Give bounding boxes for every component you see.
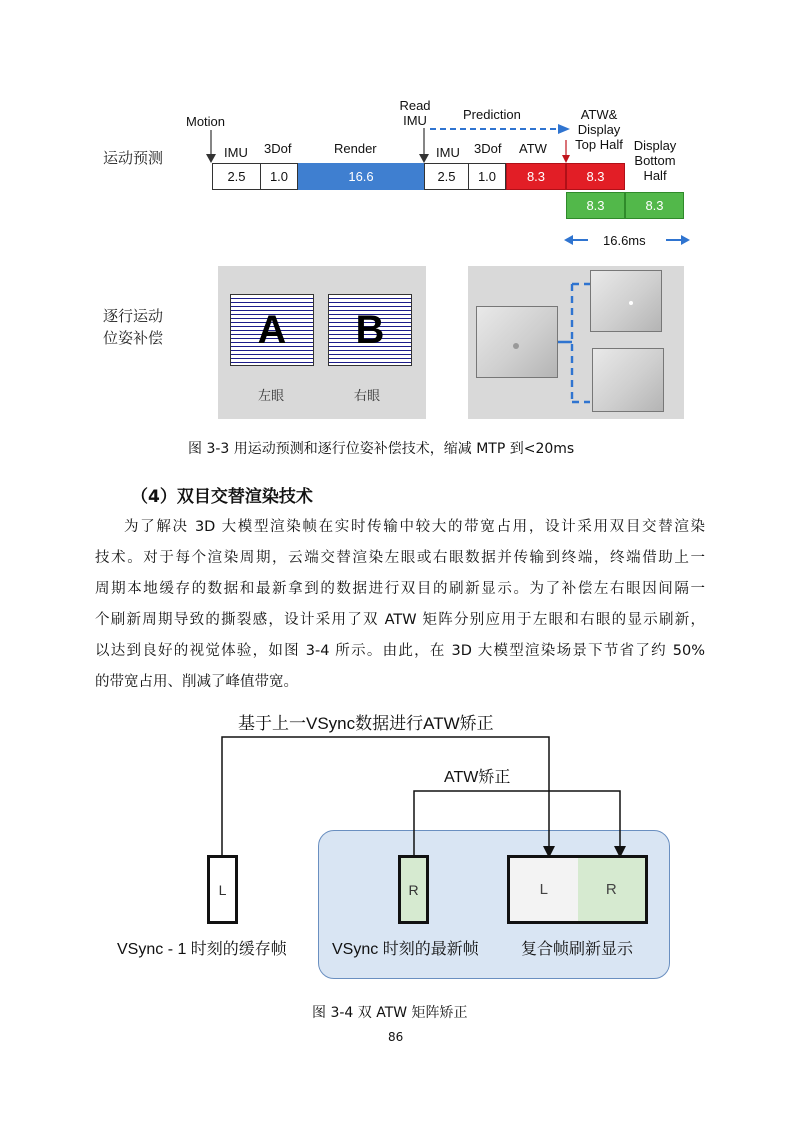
composite-frame-label: 复合帧刷新显示 <box>521 941 634 958</box>
display-label-2: Display <box>633 138 677 153</box>
cell-3dof-2: 1.0 <box>468 163 506 190</box>
bottom-label: Bottom <box>634 153 676 168</box>
header-3dof-2: 3Dof <box>474 141 502 156</box>
cell-3dof-1: 1.0 <box>260 163 298 190</box>
composite-left-half: L <box>510 858 578 921</box>
row-label-motion-prediction: 运动预测 <box>103 149 164 167</box>
paragraph-line-6: 的带宽占用、削减了峰值带宽。 <box>95 674 298 690</box>
paragraph-line-4: 个刷新周期导致的撕裂感，设计采用了双 ATW 矩阵分别应用于左眼和右眼的显示刷新， <box>95 612 705 628</box>
header-atw: ATW <box>519 141 547 156</box>
composite-right-half: R <box>578 858 646 921</box>
cell-display-top-green: 8.3 <box>566 192 625 219</box>
figure-3-3-caption: 图 3-3 用运动预测和逐行位姿补偿技术，缩减 MTP 到<20ms <box>188 441 575 457</box>
half-label: Half <box>643 168 667 183</box>
cell-atw-top-half: 8.3 <box>566 163 625 190</box>
latest-frame-label: VSync 时刻的最新帧 <box>332 941 479 958</box>
left-eye-label: 左眼 <box>258 389 285 404</box>
page-number: 86 <box>388 1030 404 1044</box>
cell-render: 16.6 <box>298 163 424 190</box>
atw-amp-label: ATW& <box>580 107 618 122</box>
figure-3-4-caption: 图 3-4 双 ATW 矩阵矫正 <box>312 1005 468 1021</box>
paragraph-line-1: 为了解决 3D 大模型渲染帧在实时传输中较大的带宽占用，设计采用双目交替渲染 <box>124 519 705 535</box>
paragraph-line-5: 以达到良好的视觉体验，如图 3-4 所示。由此，在 3D 大模型渲染场景下节省了约 50% <box>95 643 705 659</box>
top-atw-label: 基于上一VSync数据进行ATW矫正 <box>238 714 494 733</box>
section-heading: （4）双目交替渲染技术 <box>131 487 313 507</box>
pose-label-line-1: 逐行运动 <box>103 307 164 325</box>
paragraph-line-3: 周期本地缓存的数据和最新拿到的数据进行双目的刷新显示。为了补偿左右眼因间隔一 <box>95 581 705 597</box>
top-half-label: Top Half <box>575 137 623 152</box>
letter-b: B <box>355 307 385 352</box>
cached-frame-label: VSync - 1 时刻的缓存帧 <box>117 941 287 958</box>
header-3dof-1: 3Dof <box>264 141 292 156</box>
composite-frame <box>507 855 648 924</box>
cell-imu-1: 2.5 <box>212 163 261 190</box>
cell-display-bottom-green: 8.3 <box>625 192 684 219</box>
cell-atw: 8.3 <box>506 163 566 190</box>
letter-a: A <box>257 307 287 352</box>
mid-atw-label: ATW矫正 <box>444 769 511 786</box>
header-imu-2: IMU <box>436 145 460 160</box>
read-label: Read <box>399 98 431 113</box>
header-imu-1: IMU <box>224 145 248 160</box>
prediction-label: Prediction <box>463 107 521 122</box>
cell-imu-2: 2.5 <box>424 163 469 190</box>
motion-label: Motion <box>186 114 226 129</box>
latest-frame-bar: R <box>398 855 429 924</box>
cached-frame-bar: L <box>207 855 238 924</box>
pose-label-line-2: 位姿补偿 <box>103 329 164 347</box>
imu-label: IMU <box>403 113 427 128</box>
paragraph-line-2: 技术。对于每个渲染周期，云端交替渲染左眼或右眼数据并传输到终端，终端借助上一 <box>95 550 705 566</box>
span-label: 16.6ms <box>603 233 646 248</box>
display-label: Display <box>577 122 621 137</box>
header-render: Render <box>334 141 377 156</box>
right-eye-label: 右眼 <box>354 389 381 404</box>
